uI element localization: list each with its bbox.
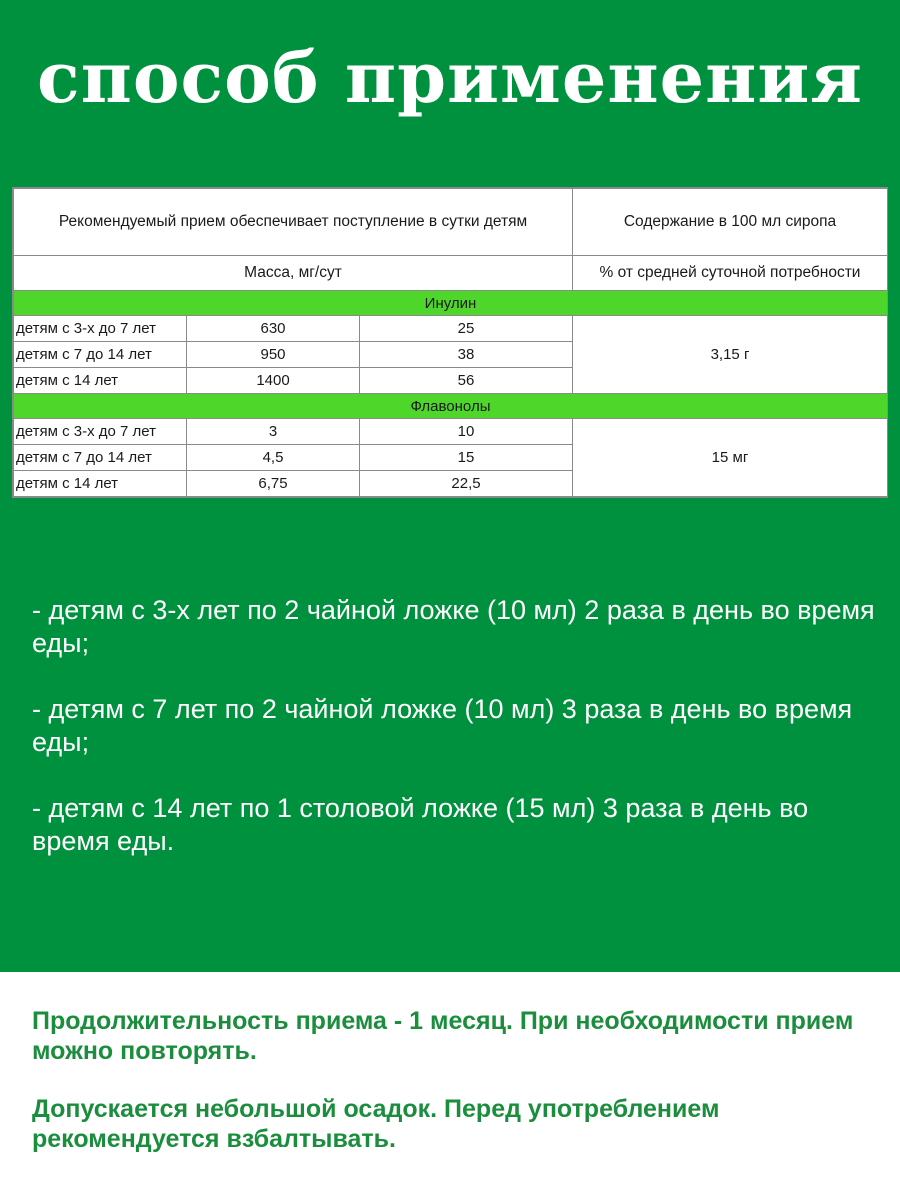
percent-cell: 38 (360, 342, 573, 368)
table-header-row (14, 189, 888, 256)
percent-cell: 56 (360, 368, 573, 394)
age-cell: детям с 3-х до 7 лет (14, 419, 187, 445)
section-row-flavonols (14, 394, 888, 419)
footer-note-sediment: Допускается небольшой осадок. Перед употреблением рекомендуется взбалтывать. (32, 1095, 720, 1153)
header-percent: % от средней суточной потребности (573, 256, 888, 291)
percent-cell: 15 (360, 445, 573, 471)
table-subheader-row (14, 256, 888, 291)
mass-cell: 3 (187, 419, 360, 445)
age-cell: детям с 7 до 14 лет (14, 342, 187, 368)
header-mass: Масса, мг/сут (14, 256, 573, 291)
mass-cell: 6,75 (187, 471, 360, 497)
table-row (14, 316, 888, 342)
age-cell: детям с 14 лет (14, 471, 187, 497)
percent-cell: 10 (360, 419, 573, 445)
section-label: Инулин (14, 291, 888, 316)
mass-cell: 1400 (187, 368, 360, 394)
mass-cell: 950 (187, 342, 360, 368)
footer-notes (32, 1006, 882, 1182)
page-title: способ применения (37, 36, 863, 119)
footer-note-duration: Продолжительность приема - 1 месяц. При необходимости прием можно повторять. (32, 1007, 854, 1065)
mass-cell: 630 (187, 316, 360, 342)
age-cell: детям с 7 до 14 лет (14, 445, 187, 471)
percent-cell: 25 (360, 316, 573, 342)
age-cell: детям с 3-х до 7 лет (14, 316, 187, 342)
percent-cell: 22,5 (360, 471, 573, 497)
instruction-item: - детям с 3-х лет по 2 чайной ложке (10 мл) 2 раза в день во время еды; (32, 595, 875, 658)
content-cell: 3,15 г (573, 316, 888, 394)
dosage-table-container (12, 187, 888, 498)
header-content: Содержание в 100 мл сиропа (573, 189, 888, 256)
mass-cell: 4,5 (187, 445, 360, 471)
section-label: Флавонолы (14, 394, 888, 419)
instruction-item: - детям с 14 лет по 1 столовой ложке (15 мл) 3 раза в день во время еды. (32, 793, 809, 856)
dosage-instructions (32, 594, 882, 891)
header-intake: Рекомендуемый прием обеспечивает поступление в сутки детям (14, 189, 573, 256)
instruction-item: - детям с 7 лет по 2 чайной ложке (10 мл) 3 раза в день во время еды; (32, 694, 853, 757)
table-row (14, 419, 888, 445)
age-cell: детям с 14 лет (14, 368, 187, 394)
dosage-table (13, 188, 888, 497)
content-cell: 15 мг (573, 419, 888, 497)
section-row-inulin (14, 291, 888, 316)
